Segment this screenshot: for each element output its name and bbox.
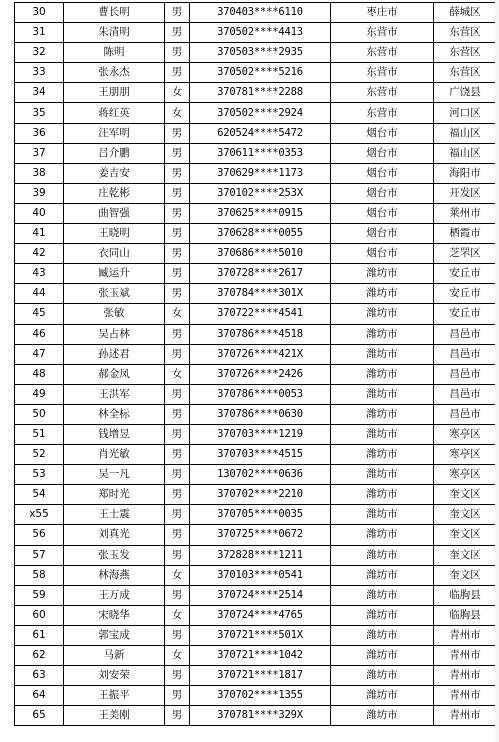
name-cell: 刘安荣 bbox=[64, 666, 165, 686]
district-cell: 青州市 bbox=[434, 646, 497, 666]
district-cell: 奎文区 bbox=[434, 525, 497, 545]
row-number-cell: 47 bbox=[15, 344, 64, 364]
district-cell: 福山区 bbox=[434, 143, 497, 163]
id-number-cell: 370784****301X bbox=[190, 284, 331, 304]
id-number-cell: 370611****0353 bbox=[190, 143, 331, 163]
id-number-cell: 370726****421X bbox=[190, 344, 331, 364]
city-cell: 潍坊市 bbox=[331, 686, 434, 706]
table-row bbox=[15, 424, 497, 444]
row-number-cell: 44 bbox=[15, 284, 64, 304]
table-row bbox=[15, 666, 497, 686]
gender-cell: 男 bbox=[165, 183, 190, 203]
row-number-cell: 39 bbox=[15, 183, 64, 203]
district-cell: 奎文区 bbox=[434, 485, 497, 505]
id-number-cell: 370102****253X bbox=[190, 183, 331, 203]
name-cell: 曹长明 bbox=[64, 3, 165, 23]
table-row bbox=[15, 324, 497, 344]
district-cell: 青州市 bbox=[434, 625, 497, 645]
id-number-cell: 370786****0630 bbox=[190, 404, 331, 424]
district-cell: 东营区 bbox=[434, 43, 497, 63]
id-number-cell: 370726****2426 bbox=[190, 364, 331, 384]
city-cell: 潍坊市 bbox=[331, 585, 434, 605]
name-cell: 蒋红英 bbox=[64, 103, 165, 123]
id-number-cell: 370722****4541 bbox=[190, 304, 331, 324]
id-number-cell: 370725****0672 bbox=[190, 525, 331, 545]
name-cell: 林海燕 bbox=[64, 565, 165, 585]
id-number-cell: 370403****6110 bbox=[190, 3, 331, 23]
gender-cell: 男 bbox=[165, 404, 190, 424]
id-number-cell: 370702****1355 bbox=[190, 686, 331, 706]
district-cell: 昌邑市 bbox=[434, 324, 497, 344]
name-cell: 姜吉安 bbox=[64, 163, 165, 183]
city-cell: 潍坊市 bbox=[331, 625, 434, 645]
district-cell: 福山区 bbox=[434, 123, 497, 143]
table-row bbox=[15, 585, 497, 605]
id-number-cell: 370724****4765 bbox=[190, 605, 331, 625]
id-number-cell: 370686****5010 bbox=[190, 244, 331, 264]
name-cell: 钱增昱 bbox=[64, 424, 165, 444]
gender-cell: 男 bbox=[165, 706, 190, 726]
city-cell: 烟台市 bbox=[331, 143, 434, 163]
district-cell: 河口区 bbox=[434, 103, 497, 123]
name-cell: 吕介鹏 bbox=[64, 143, 165, 163]
district-cell: 临朐县 bbox=[434, 605, 497, 625]
gender-cell: 男 bbox=[165, 203, 190, 223]
row-number-cell: 49 bbox=[15, 384, 64, 404]
id-number-cell: 370721****1817 bbox=[190, 666, 331, 686]
id-number-cell: 370781****329X bbox=[190, 706, 331, 726]
city-cell: 潍坊市 bbox=[331, 284, 434, 304]
district-cell: 东营区 bbox=[434, 23, 497, 43]
id-number-cell: 370628****0055 bbox=[190, 224, 331, 244]
name-cell: 曲智强 bbox=[64, 203, 165, 223]
id-number-cell: 370786****0053 bbox=[190, 384, 331, 404]
gender-cell: 男 bbox=[165, 424, 190, 444]
district-cell: 昌邑市 bbox=[434, 384, 497, 404]
row-number-cell: 33 bbox=[15, 63, 64, 83]
gender-cell: 男 bbox=[165, 485, 190, 505]
row-number-cell: 42 bbox=[15, 244, 64, 264]
table-row bbox=[15, 284, 497, 304]
row-number-cell: 45 bbox=[15, 304, 64, 324]
name-cell: 王洪军 bbox=[64, 384, 165, 404]
city-cell: 东营市 bbox=[331, 103, 434, 123]
id-number-cell: 370721****1042 bbox=[190, 646, 331, 666]
id-number-cell: 370502****4413 bbox=[190, 23, 331, 43]
id-number-cell: 370786****4518 bbox=[190, 324, 331, 344]
row-number-cell: 59 bbox=[15, 585, 64, 605]
name-cell: 肖光敏 bbox=[64, 445, 165, 465]
row-number-cell: 51 bbox=[15, 424, 64, 444]
city-cell: 烟台市 bbox=[331, 163, 434, 183]
id-number-cell: 370724****2514 bbox=[190, 585, 331, 605]
table-row bbox=[15, 63, 497, 83]
id-number-cell: 370625****0915 bbox=[190, 203, 331, 223]
row-number-cell: 48 bbox=[15, 364, 64, 384]
row-number-cell: 35 bbox=[15, 103, 64, 123]
city-cell: 东营市 bbox=[331, 43, 434, 63]
row-number-cell: 52 bbox=[15, 445, 64, 465]
city-cell: 潍坊市 bbox=[331, 344, 434, 364]
gender-cell: 男 bbox=[165, 3, 190, 23]
name-cell: 王振平 bbox=[64, 686, 165, 706]
scrollbar-edge[interactable] bbox=[495, 0, 499, 742]
gender-cell: 男 bbox=[165, 686, 190, 706]
district-cell: 东营区 bbox=[434, 63, 497, 83]
district-cell: 昌邑市 bbox=[434, 404, 497, 424]
city-cell: 潍坊市 bbox=[331, 545, 434, 565]
city-cell: 东营市 bbox=[331, 83, 434, 103]
gender-cell: 男 bbox=[165, 63, 190, 83]
city-cell: 潍坊市 bbox=[331, 264, 434, 284]
name-cell: 宋晓华 bbox=[64, 605, 165, 625]
city-cell: 潍坊市 bbox=[331, 364, 434, 384]
name-cell: 郑时光 bbox=[64, 485, 165, 505]
gender-cell: 男 bbox=[165, 384, 190, 404]
id-number-cell: 130702****0636 bbox=[190, 465, 331, 485]
district-cell: 奎文区 bbox=[434, 565, 497, 585]
gender-cell: 男 bbox=[165, 545, 190, 565]
city-cell: 烟台市 bbox=[331, 244, 434, 264]
gender-cell: 男 bbox=[165, 465, 190, 485]
city-cell: 潍坊市 bbox=[331, 646, 434, 666]
name-cell: 林全标 bbox=[64, 404, 165, 424]
row-number-cell: 50 bbox=[15, 404, 64, 424]
table-row bbox=[15, 686, 497, 706]
table-row bbox=[15, 384, 497, 404]
table-row bbox=[15, 505, 497, 525]
row-number-cell: 65 bbox=[15, 706, 64, 726]
district-cell: 临朐县 bbox=[434, 585, 497, 605]
id-number-cell: 372828****1211 bbox=[190, 545, 331, 565]
gender-cell: 女 bbox=[165, 364, 190, 384]
city-cell: 潍坊市 bbox=[331, 424, 434, 444]
name-cell: 张敏 bbox=[64, 304, 165, 324]
gender-cell: 男 bbox=[165, 224, 190, 244]
row-number-cell: 60 bbox=[15, 605, 64, 625]
name-cell: 郝金凤 bbox=[64, 364, 165, 384]
row-number-cell: 43 bbox=[15, 264, 64, 284]
city-cell: 烟台市 bbox=[331, 224, 434, 244]
city-cell: 潍坊市 bbox=[331, 404, 434, 424]
district-cell: 昌邑市 bbox=[434, 364, 497, 384]
gender-cell: 女 bbox=[165, 304, 190, 324]
row-number-cell: 53 bbox=[15, 465, 64, 485]
table-row bbox=[15, 143, 497, 163]
city-cell: 潍坊市 bbox=[331, 706, 434, 726]
district-cell: 芝罘区 bbox=[434, 244, 497, 264]
city-cell: 潍坊市 bbox=[331, 666, 434, 686]
table-row bbox=[15, 605, 497, 625]
row-number-cell: 64 bbox=[15, 686, 64, 706]
district-cell: 寒亭区 bbox=[434, 465, 497, 485]
table-row bbox=[15, 224, 497, 244]
table-row bbox=[15, 163, 497, 183]
table-row bbox=[15, 123, 497, 143]
table-row bbox=[15, 525, 497, 545]
city-cell: 东营市 bbox=[331, 23, 434, 43]
gender-cell: 男 bbox=[165, 284, 190, 304]
district-cell: 栖霞市 bbox=[434, 224, 497, 244]
id-number-cell: 370781****2288 bbox=[190, 83, 331, 103]
table-row bbox=[15, 23, 497, 43]
district-cell: 广饶县 bbox=[434, 83, 497, 103]
table-row bbox=[15, 304, 497, 324]
table-row bbox=[15, 183, 497, 203]
name-cell: 刘真光 bbox=[64, 525, 165, 545]
district-cell: 开发区 bbox=[434, 183, 497, 203]
gender-cell: 男 bbox=[165, 143, 190, 163]
table-row bbox=[15, 364, 497, 384]
gender-cell: 男 bbox=[165, 264, 190, 284]
id-number-cell: 370728****2617 bbox=[190, 264, 331, 284]
id-number-cell: 370502****2924 bbox=[190, 103, 331, 123]
name-cell: 孙述君 bbox=[64, 344, 165, 364]
gender-cell: 男 bbox=[165, 525, 190, 545]
id-number-cell: 370629****1173 bbox=[190, 163, 331, 183]
roster-table bbox=[14, 2, 497, 726]
gender-cell: 男 bbox=[165, 244, 190, 264]
gender-cell: 男 bbox=[165, 344, 190, 364]
row-number-cell: 57 bbox=[15, 545, 64, 565]
city-cell: 烟台市 bbox=[331, 183, 434, 203]
gender-cell: 女 bbox=[165, 605, 190, 625]
city-cell: 潍坊市 bbox=[331, 465, 434, 485]
table-row bbox=[15, 203, 497, 223]
table-row bbox=[15, 545, 497, 565]
name-cell: 吴一凡 bbox=[64, 465, 165, 485]
name-cell: 马新 bbox=[64, 646, 165, 666]
district-cell: 寒亭区 bbox=[434, 424, 497, 444]
row-number-cell: 34 bbox=[15, 83, 64, 103]
table-row bbox=[15, 344, 497, 364]
row-number-cell: 58 bbox=[15, 565, 64, 585]
city-cell: 枣庄市 bbox=[331, 3, 434, 23]
city-cell: 潍坊市 bbox=[331, 505, 434, 525]
gender-cell: 男 bbox=[165, 43, 190, 63]
table-row bbox=[15, 565, 497, 585]
city-cell: 潍坊市 bbox=[331, 605, 434, 625]
name-cell: 汪军明 bbox=[64, 123, 165, 143]
name-cell: 陈明 bbox=[64, 43, 165, 63]
row-number-cell: 61 bbox=[15, 625, 64, 645]
district-cell: 安丘市 bbox=[434, 304, 497, 324]
row-number-cell: 41 bbox=[15, 224, 64, 244]
id-number-cell: 370703****4515 bbox=[190, 445, 331, 465]
gender-cell: 女 bbox=[165, 646, 190, 666]
district-cell: 奎文区 bbox=[434, 505, 497, 525]
gender-cell: 男 bbox=[165, 625, 190, 645]
district-cell: 青州市 bbox=[434, 706, 497, 726]
table-row bbox=[15, 3, 497, 23]
table-row bbox=[15, 244, 497, 264]
gender-cell: 女 bbox=[165, 83, 190, 103]
name-cell: 王士震 bbox=[64, 505, 165, 525]
gender-cell: 女 bbox=[165, 103, 190, 123]
name-cell: 王美刚 bbox=[64, 706, 165, 726]
row-number-cell: 36 bbox=[15, 123, 64, 143]
table-row bbox=[15, 445, 497, 465]
table-row bbox=[15, 465, 497, 485]
id-number-cell: 370503****2935 bbox=[190, 43, 331, 63]
row-number-cell: 46 bbox=[15, 324, 64, 344]
row-number-cell: 37 bbox=[15, 143, 64, 163]
name-cell: 朱清明 bbox=[64, 23, 165, 43]
gender-cell: 男 bbox=[165, 324, 190, 344]
table-row bbox=[15, 706, 497, 726]
table-row bbox=[15, 43, 497, 63]
name-cell: 张玉发 bbox=[64, 545, 165, 565]
gender-cell: 男 bbox=[165, 23, 190, 43]
row-number-cell: x55 bbox=[15, 505, 64, 525]
city-cell: 烟台市 bbox=[331, 123, 434, 143]
table-row bbox=[15, 83, 497, 103]
roster-body bbox=[15, 3, 497, 726]
id-number-cell: 370705****0035 bbox=[190, 505, 331, 525]
city-cell: 潍坊市 bbox=[331, 565, 434, 585]
district-cell: 昌邑市 bbox=[434, 344, 497, 364]
name-cell: 郭宝成 bbox=[64, 625, 165, 645]
name-cell: 庄乾彬 bbox=[64, 183, 165, 203]
id-number-cell: 370721****501X bbox=[190, 625, 331, 645]
district-cell: 莱州市 bbox=[434, 203, 497, 223]
row-number-cell: 54 bbox=[15, 485, 64, 505]
row-number-cell: 40 bbox=[15, 203, 64, 223]
gender-cell: 男 bbox=[165, 123, 190, 143]
city-cell: 潍坊市 bbox=[331, 525, 434, 545]
id-number-cell: 620524****5472 bbox=[190, 123, 331, 143]
table-row bbox=[15, 264, 497, 284]
city-cell: 潍坊市 bbox=[331, 445, 434, 465]
roster-sheet bbox=[14, 2, 490, 740]
city-cell: 烟台市 bbox=[331, 203, 434, 223]
id-number-cell: 370702****2210 bbox=[190, 485, 331, 505]
name-cell: 王万成 bbox=[64, 585, 165, 605]
district-cell: 安丘市 bbox=[434, 284, 497, 304]
city-cell: 东营市 bbox=[331, 63, 434, 83]
table-row bbox=[15, 625, 497, 645]
id-number-cell: 370103****0541 bbox=[190, 565, 331, 585]
city-cell: 潍坊市 bbox=[331, 384, 434, 404]
city-cell: 潍坊市 bbox=[331, 324, 434, 344]
district-cell: 安丘市 bbox=[434, 264, 497, 284]
name-cell: 王晓明 bbox=[64, 224, 165, 244]
district-cell: 青州市 bbox=[434, 686, 497, 706]
row-number-cell: 31 bbox=[15, 23, 64, 43]
row-number-cell: 63 bbox=[15, 666, 64, 686]
gender-cell: 男 bbox=[165, 505, 190, 525]
name-cell: 张永杰 bbox=[64, 63, 165, 83]
table-row bbox=[15, 485, 497, 505]
table-row bbox=[15, 404, 497, 424]
city-cell: 潍坊市 bbox=[331, 304, 434, 324]
row-number-cell: 38 bbox=[15, 163, 64, 183]
row-number-cell: 62 bbox=[15, 646, 64, 666]
district-cell: 薛城区 bbox=[434, 3, 497, 23]
gender-cell: 女 bbox=[165, 565, 190, 585]
table-row bbox=[15, 103, 497, 123]
id-number-cell: 370703****1219 bbox=[190, 424, 331, 444]
city-cell: 潍坊市 bbox=[331, 485, 434, 505]
district-cell: 寒亭区 bbox=[434, 445, 497, 465]
id-number-cell: 370502****5216 bbox=[190, 63, 331, 83]
row-number-cell: 56 bbox=[15, 525, 64, 545]
gender-cell: 男 bbox=[165, 585, 190, 605]
name-cell: 张玉斌 bbox=[64, 284, 165, 304]
district-cell: 青州市 bbox=[434, 666, 497, 686]
district-cell: 海阳市 bbox=[434, 163, 497, 183]
gender-cell: 男 bbox=[165, 666, 190, 686]
name-cell: 吴占林 bbox=[64, 324, 165, 344]
row-number-cell: 30 bbox=[15, 3, 64, 23]
gender-cell: 男 bbox=[165, 163, 190, 183]
district-cell: 奎文区 bbox=[434, 545, 497, 565]
name-cell: 臧运升 bbox=[64, 264, 165, 284]
name-cell: 王朋朋 bbox=[64, 83, 165, 103]
row-number-cell: 32 bbox=[15, 43, 64, 63]
name-cell: 衣同山 bbox=[64, 244, 165, 264]
table-row bbox=[15, 646, 497, 666]
gender-cell: 男 bbox=[165, 445, 190, 465]
